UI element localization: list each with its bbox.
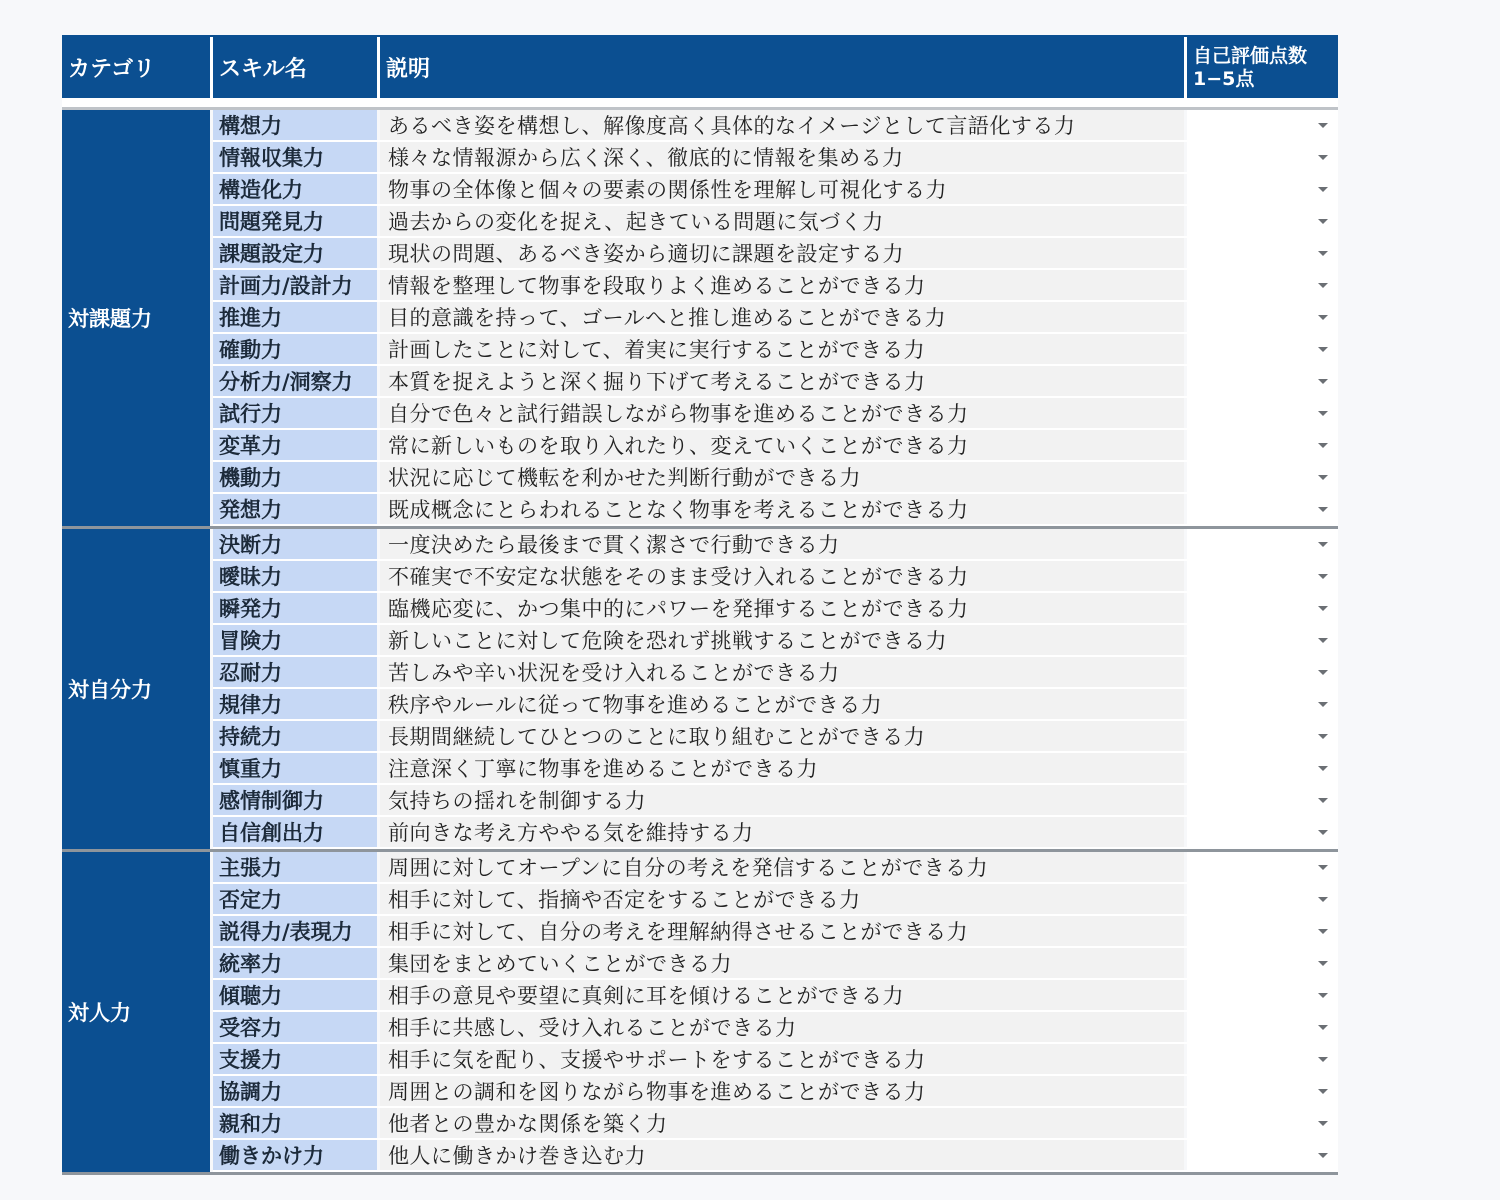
skill-name-cell: 瞬発力: [213, 593, 377, 623]
score-dropdown[interactable]: [1187, 1044, 1338, 1074]
dropdown-arrow-icon[interactable]: [1318, 219, 1328, 224]
category-cell: 対自分力: [62, 529, 210, 849]
skill-rows: [213, 852, 1338, 1172]
score-dropdown[interactable]: [1187, 884, 1338, 914]
header-description: 説明: [380, 37, 1184, 98]
description-cell: 不確実で不安定な状態をそのまま受け入れることができる力: [380, 561, 1184, 591]
skill-name-cell: 自信創出力: [213, 817, 377, 847]
category-group: [62, 529, 1338, 852]
skill-rows: [213, 110, 1338, 526]
table-row: [213, 529, 1338, 561]
dropdown-arrow-icon[interactable]: [1318, 670, 1328, 675]
skill-name-cell: 傾聴力: [213, 980, 377, 1010]
score-dropdown[interactable]: [1187, 689, 1338, 719]
description-cell: 過去からの変化を捉え、起きている問題に気づく力: [380, 206, 1184, 236]
dropdown-arrow-icon[interactable]: [1318, 830, 1328, 835]
score-dropdown[interactable]: [1187, 302, 1338, 332]
header-category: カテゴリ: [62, 37, 210, 98]
description-cell: 様々な情報源から広く深く、徹底的に情報を集める力: [380, 142, 1184, 172]
score-dropdown[interactable]: [1187, 174, 1338, 204]
header-self-score: [1187, 37, 1338, 98]
score-dropdown[interactable]: [1187, 948, 1338, 978]
score-dropdown[interactable]: [1187, 1076, 1338, 1106]
description-cell: 相手の意見や要望に真剣に耳を傾けることができる力: [380, 980, 1184, 1010]
dropdown-arrow-icon[interactable]: [1318, 574, 1328, 579]
description-cell: 相手に共感し、受け入れることができる力: [380, 1012, 1184, 1042]
table-row: [213, 1012, 1338, 1044]
score-dropdown[interactable]: [1187, 462, 1338, 492]
skill-name-cell: 情報収集力: [213, 142, 377, 172]
description-cell: 情報を整理して物事を段取りよく進めることができる力: [380, 270, 1184, 300]
description-cell: 物事の全体像と個々の要素の関係性を理解し可視化する力: [380, 174, 1184, 204]
table-row: [213, 753, 1338, 785]
score-dropdown[interactable]: [1187, 206, 1338, 236]
score-dropdown[interactable]: [1187, 1108, 1338, 1138]
table-row: [213, 852, 1338, 884]
description-cell: 臨機応変に、かつ集中的にパワーを発揮することができる力: [380, 593, 1184, 623]
skill-name-cell: 問題発見力: [213, 206, 377, 236]
score-dropdown[interactable]: [1187, 1012, 1338, 1042]
table-row: [213, 980, 1338, 1012]
skill-name-cell: 課題設定力: [213, 238, 377, 268]
dropdown-arrow-icon[interactable]: [1318, 542, 1328, 547]
skill-name-cell: 説得力/表現力: [213, 916, 377, 946]
table-row: [213, 561, 1338, 593]
score-dropdown[interactable]: [1187, 593, 1338, 623]
dropdown-arrow-icon[interactable]: [1318, 1121, 1328, 1126]
table-row: [213, 494, 1338, 526]
description-cell: 秩序やルールに従って物事を進めることができる力: [380, 689, 1184, 719]
description-cell: あるべき姿を構想し、解像度高く具体的なイメージとして言語化する力: [380, 110, 1184, 140]
dropdown-arrow-icon[interactable]: [1318, 897, 1328, 902]
description-cell: 注意深く丁寧に物事を進めることができる力: [380, 753, 1184, 783]
skill-name-cell: 分析力/洞察力: [213, 366, 377, 396]
description-cell: 常に新しいものを取り入れたり、変えていくことができる力: [380, 430, 1184, 460]
description-cell: 相手に気を配り、支援やサポートをすることができる力: [380, 1044, 1184, 1074]
dropdown-arrow-icon[interactable]: [1318, 993, 1328, 998]
table-row: [213, 238, 1338, 270]
skill-sheet: [62, 35, 1338, 1175]
skill-name-cell: 働きかけ力: [213, 1140, 377, 1170]
dropdown-arrow-icon[interactable]: [1318, 606, 1328, 611]
dropdown-arrow-icon[interactable]: [1318, 155, 1328, 160]
description-cell: 他人に働きかけ巻き込む力: [380, 1140, 1184, 1170]
header-self-score-title: 自己評価点数: [1193, 44, 1308, 67]
skill-name-cell: 機動力: [213, 462, 377, 492]
table-row: [213, 398, 1338, 430]
skill-name-cell: 曖昧力: [213, 561, 377, 591]
skill-name-cell: 支援力: [213, 1044, 377, 1074]
score-dropdown[interactable]: [1187, 270, 1338, 300]
description-cell: 周囲との調和を図りながら物事を進めることができる力: [380, 1076, 1184, 1106]
dropdown-arrow-icon[interactable]: [1318, 1153, 1328, 1158]
skill-name-cell: 協調力: [213, 1076, 377, 1106]
table-row: [213, 625, 1338, 657]
category-group: [62, 852, 1338, 1175]
skill-name-cell: 規律力: [213, 689, 377, 719]
header-skill-name: スキル名: [213, 37, 377, 98]
table-row: [213, 948, 1338, 980]
skill-name-cell: 発想力: [213, 494, 377, 524]
dropdown-arrow-icon[interactable]: [1318, 734, 1328, 739]
table-row: [213, 142, 1338, 174]
table-row: [213, 270, 1338, 302]
skill-name-cell: 持続力: [213, 721, 377, 751]
description-cell: 苦しみや辛い状況を受け入れることができる力: [380, 657, 1184, 687]
skill-name-cell: 推進力: [213, 302, 377, 332]
skill-rows: [213, 529, 1338, 849]
skill-name-cell: 親和力: [213, 1108, 377, 1138]
table-row: [213, 689, 1338, 721]
dropdown-arrow-icon[interactable]: [1318, 702, 1328, 707]
table-row: [213, 1076, 1338, 1108]
table-row: [213, 462, 1338, 494]
score-dropdown[interactable]: [1187, 494, 1338, 524]
table-row: [213, 884, 1338, 916]
dropdown-arrow-icon[interactable]: [1318, 347, 1328, 352]
table-row: [213, 110, 1338, 142]
dropdown-arrow-icon[interactable]: [1318, 1057, 1328, 1062]
skill-name-cell: 受容力: [213, 1012, 377, 1042]
description-cell: 一度決めたら最後まで貫く潔さで行動できる力: [380, 529, 1184, 559]
skill-name-cell: 決断力: [213, 529, 377, 559]
skill-name-cell: 構造化力: [213, 174, 377, 204]
category-group: [62, 110, 1338, 529]
description-cell: 相手に対して、自分の考えを理解納得させることができる力: [380, 916, 1184, 946]
description-cell: 気持ちの揺れを制御する力: [380, 785, 1184, 815]
dropdown-arrow-icon[interactable]: [1318, 766, 1328, 771]
table-row: [213, 1140, 1338, 1172]
score-dropdown[interactable]: [1187, 625, 1338, 655]
dropdown-arrow-icon[interactable]: [1318, 315, 1328, 320]
description-cell: 本質を捉えようと深く掘り下げて考えることができる力: [380, 366, 1184, 396]
score-dropdown[interactable]: [1187, 852, 1338, 882]
dropdown-arrow-icon[interactable]: [1318, 283, 1328, 288]
description-cell: 周囲に対してオープンに自分の考えを発信することができる力: [380, 852, 1184, 882]
score-dropdown[interactable]: [1187, 1140, 1338, 1170]
table-row: [213, 302, 1338, 334]
table-row: [213, 817, 1338, 849]
score-dropdown[interactable]: [1187, 430, 1338, 460]
dropdown-arrow-icon[interactable]: [1318, 411, 1328, 416]
header-row: [62, 35, 1338, 98]
score-dropdown[interactable]: [1187, 817, 1338, 847]
table-row: [213, 657, 1338, 689]
score-dropdown[interactable]: [1187, 366, 1338, 396]
score-dropdown[interactable]: [1187, 398, 1338, 428]
description-cell: 既成概念にとらわれることなく物事を考えることができる力: [380, 494, 1184, 524]
table-row: [213, 1044, 1338, 1076]
skill-name-cell: 主張力: [213, 852, 377, 882]
dropdown-arrow-icon[interactable]: [1318, 1025, 1328, 1030]
table-row: [213, 1108, 1338, 1140]
score-dropdown[interactable]: [1187, 238, 1338, 268]
skill-name-cell: 試行力: [213, 398, 377, 428]
table-row: [213, 334, 1338, 366]
table-row: [213, 916, 1338, 948]
description-cell: 集団をまとめていくことができる力: [380, 948, 1184, 978]
skill-name-cell: 慎重力: [213, 753, 377, 783]
table-row: [213, 785, 1338, 817]
skill-name-cell: 否定力: [213, 884, 377, 914]
score-dropdown[interactable]: [1187, 657, 1338, 687]
description-cell: 他者との豊かな関係を築く力: [380, 1108, 1184, 1138]
dropdown-arrow-icon[interactable]: [1318, 379, 1328, 384]
dropdown-arrow-icon[interactable]: [1318, 929, 1328, 934]
dropdown-arrow-icon[interactable]: [1318, 638, 1328, 643]
dropdown-arrow-icon[interactable]: [1318, 475, 1328, 480]
table-row: [213, 366, 1338, 398]
dropdown-arrow-icon[interactable]: [1318, 865, 1328, 870]
skill-name-cell: 計画力/設計力: [213, 270, 377, 300]
skill-name-cell: 忍耐力: [213, 657, 377, 687]
score-dropdown[interactable]: [1187, 980, 1338, 1010]
skill-name-cell: 確動力: [213, 334, 377, 364]
dropdown-arrow-icon[interactable]: [1318, 1089, 1328, 1094]
score-dropdown[interactable]: [1187, 721, 1338, 751]
description-cell: 前向きな考え方ややる気を維持する力: [380, 817, 1184, 847]
description-cell: 長期間継続してひとつのことに取り組むことができる力: [380, 721, 1184, 751]
dropdown-arrow-icon[interactable]: [1318, 123, 1328, 128]
score-dropdown[interactable]: [1187, 785, 1338, 815]
skill-name-cell: 感情制御力: [213, 785, 377, 815]
dropdown-arrow-icon[interactable]: [1318, 443, 1328, 448]
table-row: [213, 430, 1338, 462]
table-row: [213, 174, 1338, 206]
dropdown-arrow-icon[interactable]: [1318, 251, 1328, 256]
skill-name-cell: 構想力: [213, 110, 377, 140]
skill-name-cell: 統率力: [213, 948, 377, 978]
dropdown-arrow-icon[interactable]: [1318, 961, 1328, 966]
description-cell: 新しいことに対して危険を恐れず挑戦することができる力: [380, 625, 1184, 655]
skill-groups: [62, 110, 1338, 1175]
header-self-score-range: 1−5点: [1193, 67, 1255, 90]
category-cell: 対課題力: [62, 110, 210, 526]
score-dropdown[interactable]: [1187, 334, 1338, 364]
score-dropdown[interactable]: [1187, 916, 1338, 946]
score-dropdown[interactable]: [1187, 561, 1338, 591]
dropdown-arrow-icon[interactable]: [1318, 798, 1328, 803]
description-cell: 自分で色々と試行錯誤しながら物事を進めることができる力: [380, 398, 1184, 428]
score-dropdown[interactable]: [1187, 529, 1338, 559]
description-cell: 目的意識を持って、ゴールへと推し進めることができる力: [380, 302, 1184, 332]
skill-name-cell: 冒険力: [213, 625, 377, 655]
description-cell: 相手に対して、指摘や否定をすることができる力: [380, 884, 1184, 914]
skill-name-cell: 変革力: [213, 430, 377, 460]
table-row: [213, 593, 1338, 625]
table-row: [213, 206, 1338, 238]
description-cell: 現状の問題、あるべき姿から適切に課題を設定する力: [380, 238, 1184, 268]
score-dropdown[interactable]: [1187, 142, 1338, 172]
table-row: [213, 721, 1338, 753]
category-cell: 対人力: [62, 852, 210, 1172]
dropdown-arrow-icon[interactable]: [1318, 187, 1328, 192]
description-cell: 状況に応じて機転を利かせた判断行動ができる力: [380, 462, 1184, 492]
score-dropdown[interactable]: [1187, 753, 1338, 783]
header-gap: [62, 98, 1338, 110]
description-cell: 計画したことに対して、着実に実行することができる力: [380, 334, 1184, 364]
dropdown-arrow-icon[interactable]: [1318, 507, 1328, 512]
score-dropdown[interactable]: [1187, 110, 1338, 140]
